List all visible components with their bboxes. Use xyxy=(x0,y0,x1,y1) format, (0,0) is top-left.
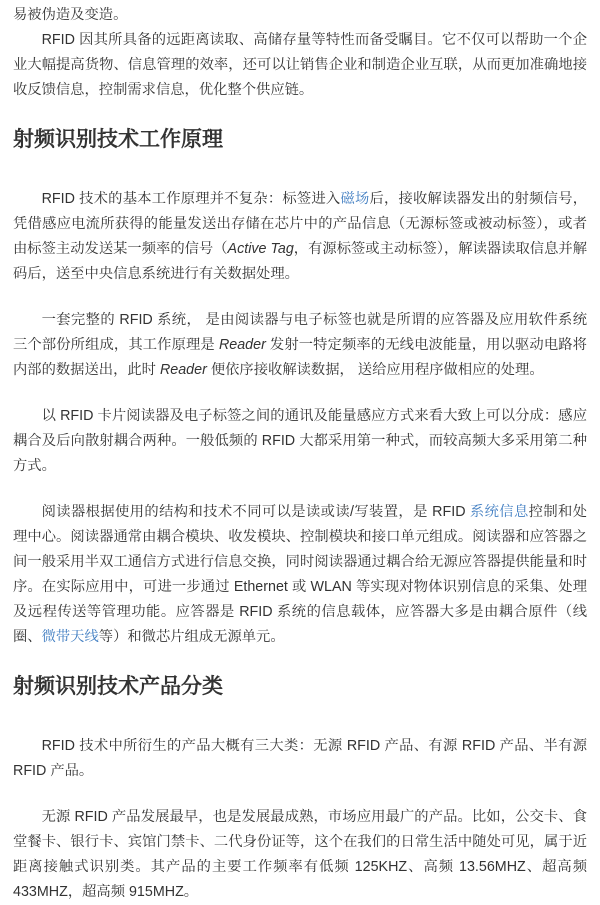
paragraph xyxy=(13,734,587,784)
paragraph xyxy=(13,28,587,103)
inline-link[interactable]: 磁场 xyxy=(340,191,370,207)
text-run: 无源 RFID 产品发展最早，也是发展最成熟，市场应用最广的产品。比如，公交卡、食堂餐卡、银行卡、宾馆门禁卡、二代身份证等，这个在我们的日常生活中随处可见，属于近距离接触式识别类。其产品的主要工作频率有低频 125KHZ、高频 13.56MHZ、超高频 433MHZ，超高频 915MHZ。 xyxy=(13,809,587,900)
italic-term: Reader xyxy=(159,362,207,378)
paragraph xyxy=(13,187,587,287)
italic-term: Reader xyxy=(218,337,266,353)
text-run: ，有源标签或主动标签），解读器读取信息并解码后，送至中央信息系统进行有关数据处理。 xyxy=(13,241,587,282)
paragraph xyxy=(13,3,587,28)
paragraph xyxy=(13,404,587,479)
paragraph xyxy=(13,500,587,650)
text-run: 发射一特定频率的无线电波能量，用以驱动电路将内部的数据送出，此时 xyxy=(13,337,587,378)
italic-term: Active Tag xyxy=(227,241,294,257)
text-run: RFID 因其所具备的远距离读取、高储存量等特性而备受瞩目。它不仅可以帮助一个企业大幅提高货物、信息管理的效率，还可以让销售企业和制造企业互联，从而更加准确地接收反馈信息，控制需求信息，优化整个供应链。 xyxy=(13,32,587,98)
inline-link[interactable]: 微带天线 xyxy=(41,629,99,645)
section-heading: 射频识别技术产品分类 xyxy=(13,675,223,698)
text-run: RFID 技术的基本工作原理并不复杂：标签进入 xyxy=(41,191,341,207)
text-run: 便依序接收解读数据， 送给应用程序做相应的处理。 xyxy=(206,362,544,378)
section-heading: 射频识别技术工作原理 xyxy=(13,128,223,151)
text-run: RFID 技术中所衍生的产品大概有三大类：无源 RFID 产品、有源 RFID 产品、半有源 RFID 产品。 xyxy=(13,738,587,779)
inline-link[interactable]: 系统信息 xyxy=(469,504,529,520)
text-run: 等）和微芯片组成无源单元。 xyxy=(98,629,285,645)
text-run: 以 RFID 卡片阅读器及电子标签之间的通讯及能量感应方式来看大致上可以分成：感应耦合及后向散射耦合两种。一般低频的 RFID 大都采用第一种式，而较高频大多采用第二种方式。 xyxy=(13,408,587,474)
paragraph xyxy=(13,805,587,905)
paragraph xyxy=(13,308,587,383)
text-run: 易被伪造及变造。 xyxy=(13,7,128,23)
text-run: 后，接收解读器发出的射频信号，凭借感应电流所获得的能量发送出存储在芯片中的产品信息（无源标签或被动标签），或者由标签主动发送某一频率的信号（ xyxy=(13,191,588,257)
text-run: 一套完整的 RFID 系统， 是由阅读器与电子标签也就是所谓的应答器及应用软件系统三个部份所组成，其工作原理是 xyxy=(13,312,587,353)
text-run: 控制和处理中心。阅读器通常由耦合模块、收发模块、控制模块和接口单元组成。阅读器和应答器之间一般采用半双工通信方式进行信息交换，同时阅读器通过耦合给无源应答器提供能量和时序。在实际应用中，可进一步通过 Ethernet 或 WLAN 等实现对物体识别信息的采集、处理及远程传送等管理功能。应答器是 RFID 系统的信息载体，应答器大多是由耦合原件（线圈、 xyxy=(13,504,587,645)
text-run: 阅读器根据使用的结构和技术不同可以是读或读/写装置，是 RFID xyxy=(41,504,470,520)
